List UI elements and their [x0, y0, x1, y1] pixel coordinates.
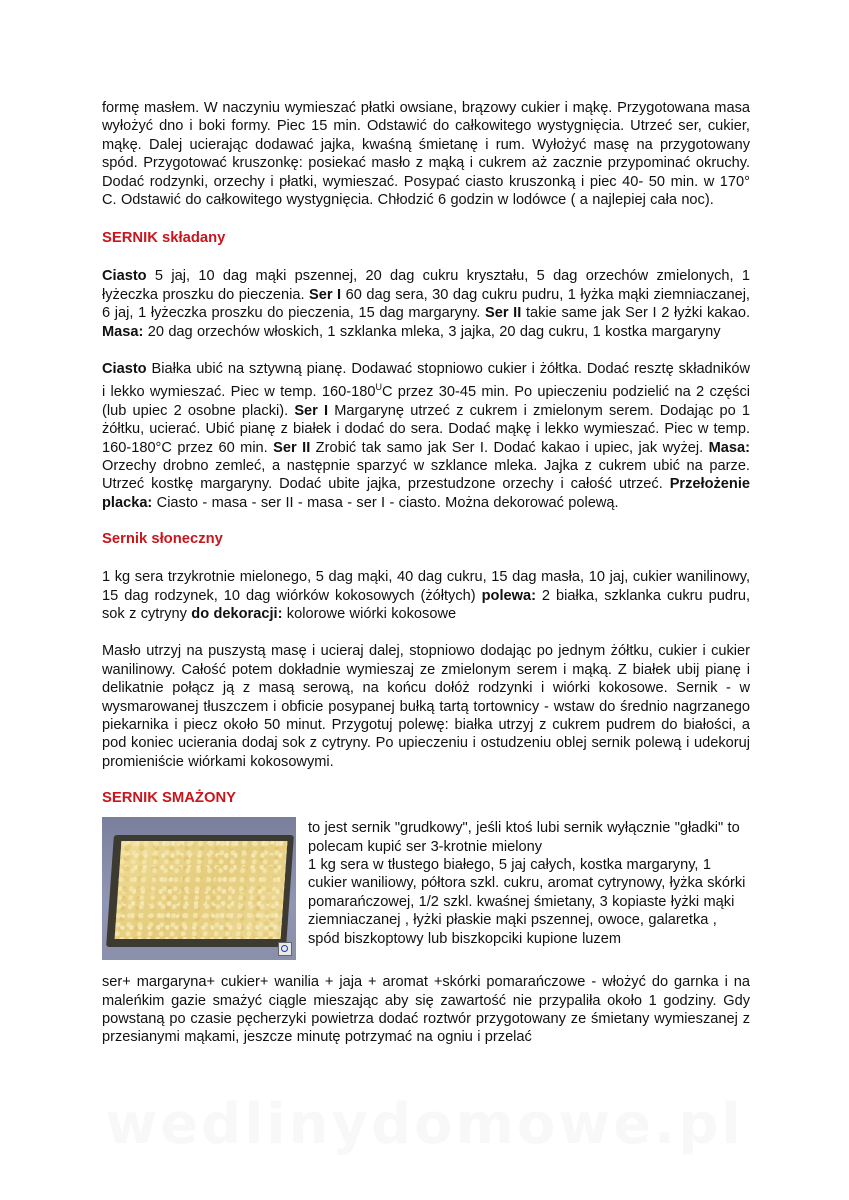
recipe3-note: to jest sernik "grudkowy", jeśli ktoś lubi sernik wyłącznie "gładki" to polecam kupić ser 3-krotnie mielony [308, 820, 740, 855]
document-page [102, 99, 750, 1047]
label-ser-2: Ser II [484, 305, 522, 322]
recipe1-preparation: Ciasto Białka ubić na sztywną pianę. Dodawać stopniowo cukier i żółtka. Dodać resztę składników i lekko wymieszać. Piec w temp. $160-180^UC$ przez 30-45 min. Po upieczeniu podzielić na 2 części (lub upiec 2 osobne placki). Ser I Margarynę utrzeć z cukrem i zmielonym serem. Dodając po 1 żółtku, ucierać. Ubić pianę z białek i dodać do sera. Dodać mąkę i lekko wymieszać. Piec w temp. 160-180°C przez 60 min. Ser II Zrobić tak samo jak Ser I. Dodać kakao i upiec, jak wyżej. Masa: Orzechy drobno zemleć, a następnie sparzyć w szklance mleka. Jajka z cukrem ubić na parze. Utrzeć kostkę margaryny. Dodać ubite jajka, przestudzone orzechy i całość utrzeć. Przełożenie placka: Ciasto - masa - ser II - masa - ser I - ciasto. Można dekorować polewą. [102, 361, 750, 511]
intro-paragraph: formę masłem. W naczyniu wymieszać płatki owsiane, brązowy cukier i mąkę. Przygotowana masa wyłożyć dno i boki formy. Piec 15 min. Odstawić do całkowitego wystygnięcia. Utrzeć ser, cukier, mąkę. Dalej ucierając dodawać jajka, kwaśną śmietanę i rum. Wyłożyć masę na przygotowany spód. Przygotować kruszonkę: posiekać masło z mąką i cukrem aż zacznie przypominać okruchy. Dodać rodzynki, orzechy i płatki, wymieszać. Posypać ciasto kruszonką i piec 40- 50 min. w 170° C. Odstawić do całkowitego wystygnięcia. Chłodzić 6 godzin w lodówce ( a najlepiej cała noc). [102, 100, 750, 209]
recipe3-side-text [308, 819, 750, 948]
recipe-title-sernik-smazony: SERNIK SMAŻONY [102, 790, 237, 807]
cheesecake-photo [102, 817, 296, 960]
label-ser-2: Ser II [273, 439, 311, 456]
degree-mark: U [375, 382, 382, 393]
recipe-title-sernik-skladany: SERNIK składany [102, 230, 226, 247]
recipe3-photo-row [102, 817, 750, 963]
label-masa: Masa: [102, 323, 144, 340]
cheesecake-surface [115, 841, 288, 939]
label-do-dekoracji: do dekoracji: [191, 605, 283, 622]
label-polewa: polewa: [481, 587, 536, 604]
recipe2-ingredients: 1 kg sera trzykrotnie mielonego, 5 dag mąki, 40 dag cukru, 15 dag masła, 10 jaj, cukier wanilinowy, 15 dag rodzynek, 10 dag wiórków kokosowych (żółtych) polewa: 2 białka, szklanka cukru pudru, sok z cytryny do dekoracji: kolorowe wiórki kokosowe [102, 569, 750, 622]
recipe-title-sernik-sloneczny: Sernik słoneczny [102, 531, 223, 548]
zoom-icon[interactable] [278, 942, 292, 956]
label-przelozenie: Przełożenie placka: [102, 476, 750, 511]
label-ciasto: Ciasto [102, 361, 147, 378]
recipe1-ingredients: Ciasto 5 jaj, 10 dag mąki pszennej, 20 dag cukru kryształu, 5 dag orzechów zmielonych, 1 łyżeczka proszku do pieczenia. Ser I 60 dag sera, 30 dag cukru pudru, 1 łyżka mąki ziemniaczanej, 6 jaj, 1 łyżeczka proszku do pieczenia, 15 dag margaryny. Ser II takie same jak Ser I 2 łyżki kakao. Masa: 20 dag orzechów włoskich, 1 szklanka mleka, 3 jajka, 20 dag cukru, 1 kostka margaryny [102, 268, 750, 340]
label-ser-1: Ser I [294, 402, 329, 419]
site-watermark: wedlinydomowe.pl [105, 1092, 744, 1157]
label-ciasto: Ciasto [102, 268, 147, 285]
recipe2-preparation: Masło utrzyj na puszystą masę i ucieraj dalej, stopniowo dodając po jednym żółtku, cukier i cukier wanilinowy. Całość potem dokładnie wymieszaj ze zmielonym serem i mąką. Z białek ubij pianę i delikatnie połącz ją z masą serową, na końcu dołóż rodzynki i wiórki kokosowe. Sernik - w wysmarowanej tłuszczem i obficie posypanej bułką tartą tortownicy - wstaw do średnio nagrzanego piekarnika i piecz około 50 minut. Przygotuj polewę: białka utrzyj z cukrem pudrem do białości, a pod koniec ucierania dodaj sok z cytryny. Po upieczeniu i ostudzeniu oblej sernik polewą i udekoruj promieniście wiórkami kokosowymi. [102, 643, 750, 770]
label-ser-1: Ser I [309, 286, 342, 303]
recipe3-ingredients: 1 kg sera w tłustego białego, 5 jaj całych, kostka margaryny, 1 cukier waniliowy, półtora szkl. cukru, aromat cytrynowy, łyżka skórki pomarańczowej, 1/2 szkl. kwaśnej śmietany, 3 kopiaste łyżki mąki ziemniaczanej , łyżki płaskie mąki pszennej, owoce, galaretka , spód biszkoptowy lub biszkopciki kupione luzem [308, 857, 746, 947]
label-masa: Masa: [708, 439, 750, 456]
recipe3-preparation: ser+ margaryna+ cukier+ wanilia + jaja + aromat +skórki pomarańczowe - włożyć do garnka i na maleńkim gazie smażyć ciągle mieszając aby się zawartość nie przypaliła około 1 godziny. Gdy powstaną po czasie pęcherzyki powietrza dodać roztwór przygotowany ze śmietany wymieszanej z przesianymi mąkami, jeszcze minutę potrzymać na ogniu i przelać [102, 974, 750, 1046]
